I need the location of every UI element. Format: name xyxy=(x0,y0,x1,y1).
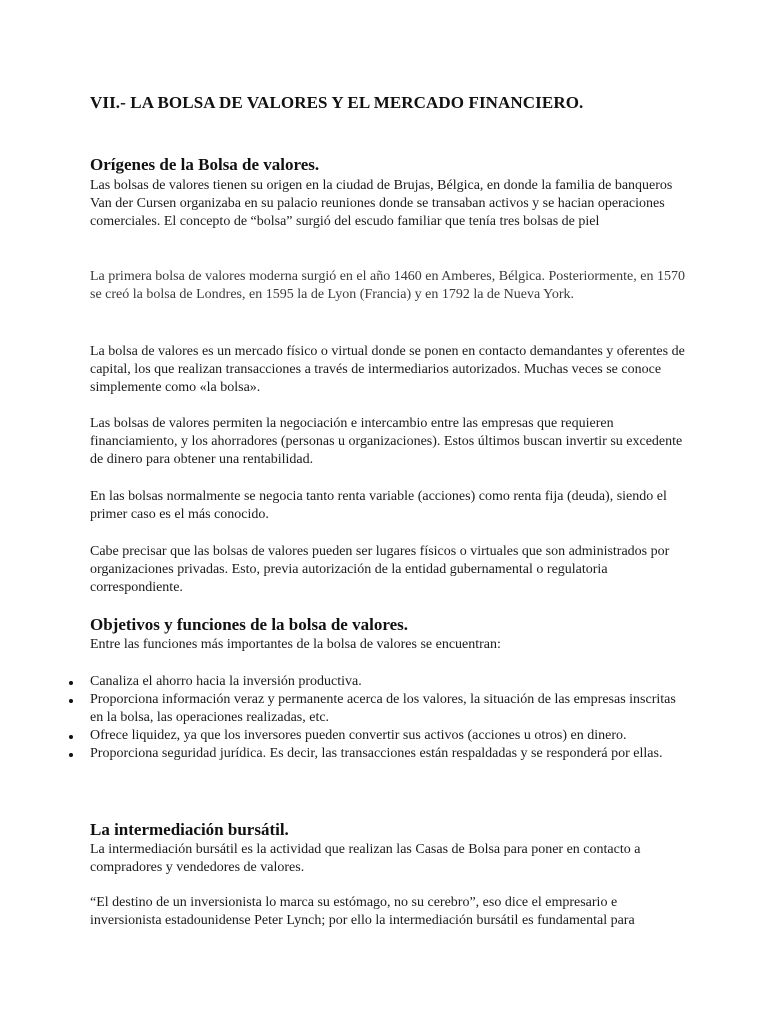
list-item xyxy=(90,691,686,727)
bullet-icon xyxy=(69,735,73,739)
paragraph-renta: En las bolsas normalmente se negocia tanto renta variable (acciones) como renta fija (deuda), siendo el primer caso es el más conocido. xyxy=(90,489,667,522)
functions-list xyxy=(90,673,686,763)
section-heading-objetivos: Objetivos y funciones de la bolsa de valores. xyxy=(90,615,408,634)
paragraph-funciones-intro: Entre las funciones más importantes de la bolsa de valores se encuentran: xyxy=(90,637,501,652)
document-title: VII.- LA BOLSA DE VALORES Y EL MERCADO FINANCIERO. xyxy=(90,93,584,112)
list-item-text: Ofrece liquidez, ya que los inversores pueden convertir sus activos (acciones u otros) en dinero. xyxy=(90,728,627,743)
bullet-icon xyxy=(69,753,73,757)
section-heading-intermediacion: La intermediación bursátil. xyxy=(90,820,289,839)
list-item xyxy=(90,745,686,763)
bullet-icon xyxy=(69,681,73,685)
paragraph-lugares-fisicos: Cabe precisar que las bolsas de valores pueden ser lugares físicos o virtuales que son administrados por organizaciones privadas. Esto, previa autorización de la entidad gubernamental o regulatoria correspondiente. xyxy=(90,544,670,595)
list-item xyxy=(90,727,686,745)
paragraph-peter-lynch: “El destino de un inversionista lo marca su estómago, no su cerebro”, eso dice el empresario e inversionista estadounidense Peter Lynch; por ello la intermediación bursátil es fundamental para xyxy=(90,895,635,928)
list-item-text: Proporciona seguridad jurídica. Es decir, las transacciones están respaldadas y se responderá por ellas. xyxy=(90,746,663,761)
paragraph-primera-bolsa: La primera bolsa de valores moderna surgió en el año 1460 en Amberes, Bélgica. Posteriormente, en 1570 se creó la bolsa de Londres, en 1595 la de Lyon (Francia) y en 1792 la de Nueva York. xyxy=(90,269,685,302)
section-heading-origenes: Orígenes de la Bolsa de valores. xyxy=(90,155,320,174)
list-item xyxy=(90,673,686,691)
list-item-text: Canaliza el ahorro hacia la inversión productiva. xyxy=(90,674,362,689)
paragraph-intermediacion: La intermediación bursátil es la actividad que realizan las Casas de Bolsa para poner en contacto a compradores y vendedores de valores. xyxy=(90,842,641,875)
bullet-icon xyxy=(69,699,73,703)
paragraph-definicion-bolsa: La bolsa de valores es un mercado físico o virtual donde se ponen en contacto demandantes y oferentes de capital, los que realizan transacciones a través de intermediarios autorizados. Muchas veces se conoce simplemente como «la bolsa». xyxy=(90,344,685,395)
paragraph-negociacion: Las bolsas de valores permiten la negociación e intercambio entre las empresas que requieren financiamiento, y los ahorradores (personas u organizaciones). Estos últimos buscan invertir su excedente de dinero para obtener una rentabilidad. xyxy=(90,416,683,467)
list-item-text: Proporciona información veraz y permanente acerca de los valores, la situación de las empresas inscritas en la bolsa, las operaciones realizadas, etc. xyxy=(90,692,676,725)
paragraph-origen-brujas: Las bolsas de valores tienen su origen en la ciudad de Brujas, Bélgica, en donde la familia de banqueros Van der Cursen organizaba en su palacio reuniones donde se transaban activos y se hacian operaciones comerciales. El concepto de “bolsa” surgió del escudo familiar que tenía tres bolsas de piel xyxy=(90,178,673,229)
